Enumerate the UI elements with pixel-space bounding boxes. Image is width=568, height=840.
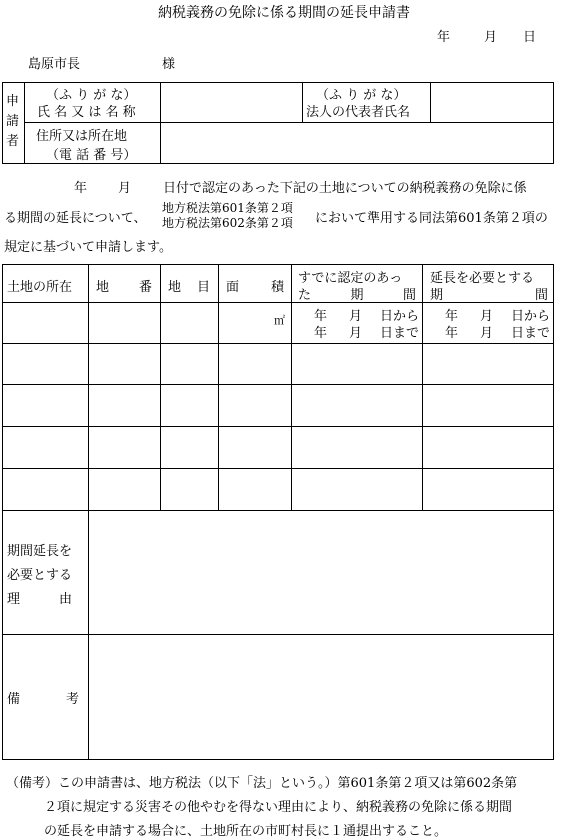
addressee-honorific: 様 <box>162 57 176 72</box>
law-option-602: 地方税法第602条第２項 <box>162 216 293 230</box>
extension-to: 年 月 日まで <box>445 326 551 341</box>
table-row-1-location[interactable] <box>3 303 88 343</box>
applicant-name-field[interactable] <box>161 83 302 122</box>
table-row-3-location[interactable] <box>3 385 88 426</box>
extension-from: 年 月 日から <box>445 309 551 324</box>
phone-label: （電 話 番 号） <box>46 148 137 163</box>
date-year-label: 年 <box>437 30 451 45</box>
remarks-label: 備 考 <box>7 692 79 707</box>
header-location: 土地の所在 <box>7 280 73 295</box>
table-row-4-category[interactable] <box>161 427 218 468</box>
law-option-601: 地方税法第601条第２項 <box>162 201 293 215</box>
table-row-2-lot[interactable] <box>89 344 160 384</box>
table-row-3-area[interactable] <box>219 385 291 426</box>
table-row-1-lot[interactable] <box>89 303 160 343</box>
table-row-1-category[interactable] <box>161 303 218 343</box>
header-approved-period: すでに認定のあっ <box>298 271 403 286</box>
approved-from: 年 月 日から <box>314 309 420 324</box>
address-field[interactable] <box>161 123 553 163</box>
table-row-2-category[interactable] <box>161 344 218 384</box>
reason-field[interactable] <box>89 511 553 634</box>
addressee-name: 島原市長 <box>28 57 81 72</box>
table-row-4-location[interactable] <box>3 427 88 468</box>
reason-label: 期間延長を 必要とする 理 由 <box>7 544 73 607</box>
header-extension-period: 延長を必要とする <box>430 271 535 286</box>
address-label: 住所又は所在地 <box>36 129 128 144</box>
date-day-label: 日 <box>523 30 537 45</box>
table-row-4-area[interactable] <box>219 427 291 468</box>
header-land-category: 地 目 <box>168 280 210 295</box>
applicant-side-label: 申 請 者 <box>6 94 20 149</box>
area-unit: ㎡ <box>274 314 285 327</box>
table-row-5-category[interactable] <box>161 469 218 510</box>
document-title: 納税義務の免除に係る期間の延長申請書 <box>158 5 410 21</box>
header-area: 面 積 <box>226 280 284 295</box>
representative-name-field[interactable] <box>431 83 553 122</box>
table-row-3-category[interactable] <box>161 385 218 426</box>
representative-label: 法人の代表者氏名 <box>306 105 411 120</box>
table-row-5-area[interactable] <box>219 469 291 510</box>
table-row-2-location[interactable] <box>3 344 88 384</box>
furigana-label: （ふ り が な） <box>46 88 137 103</box>
table-row-5-lot[interactable] <box>89 469 160 510</box>
table-row-1-area[interactable] <box>219 303 269 343</box>
remarks-field[interactable] <box>89 635 553 759</box>
table-row-2-area[interactable] <box>219 344 291 384</box>
table-row-3-lot[interactable] <box>89 385 160 426</box>
table-row-4-lot[interactable] <box>89 427 160 468</box>
approved-to: 年 月 日まで <box>314 326 420 341</box>
date-month-label: 月 <box>484 30 498 45</box>
rep-furigana-label: （ふ り が な） <box>316 88 407 103</box>
header-lot-number: 地 番 <box>96 280 152 295</box>
table-row-5-location[interactable] <box>3 469 88 510</box>
name-label: 氏 名 又 は 名 称 <box>37 105 136 120</box>
